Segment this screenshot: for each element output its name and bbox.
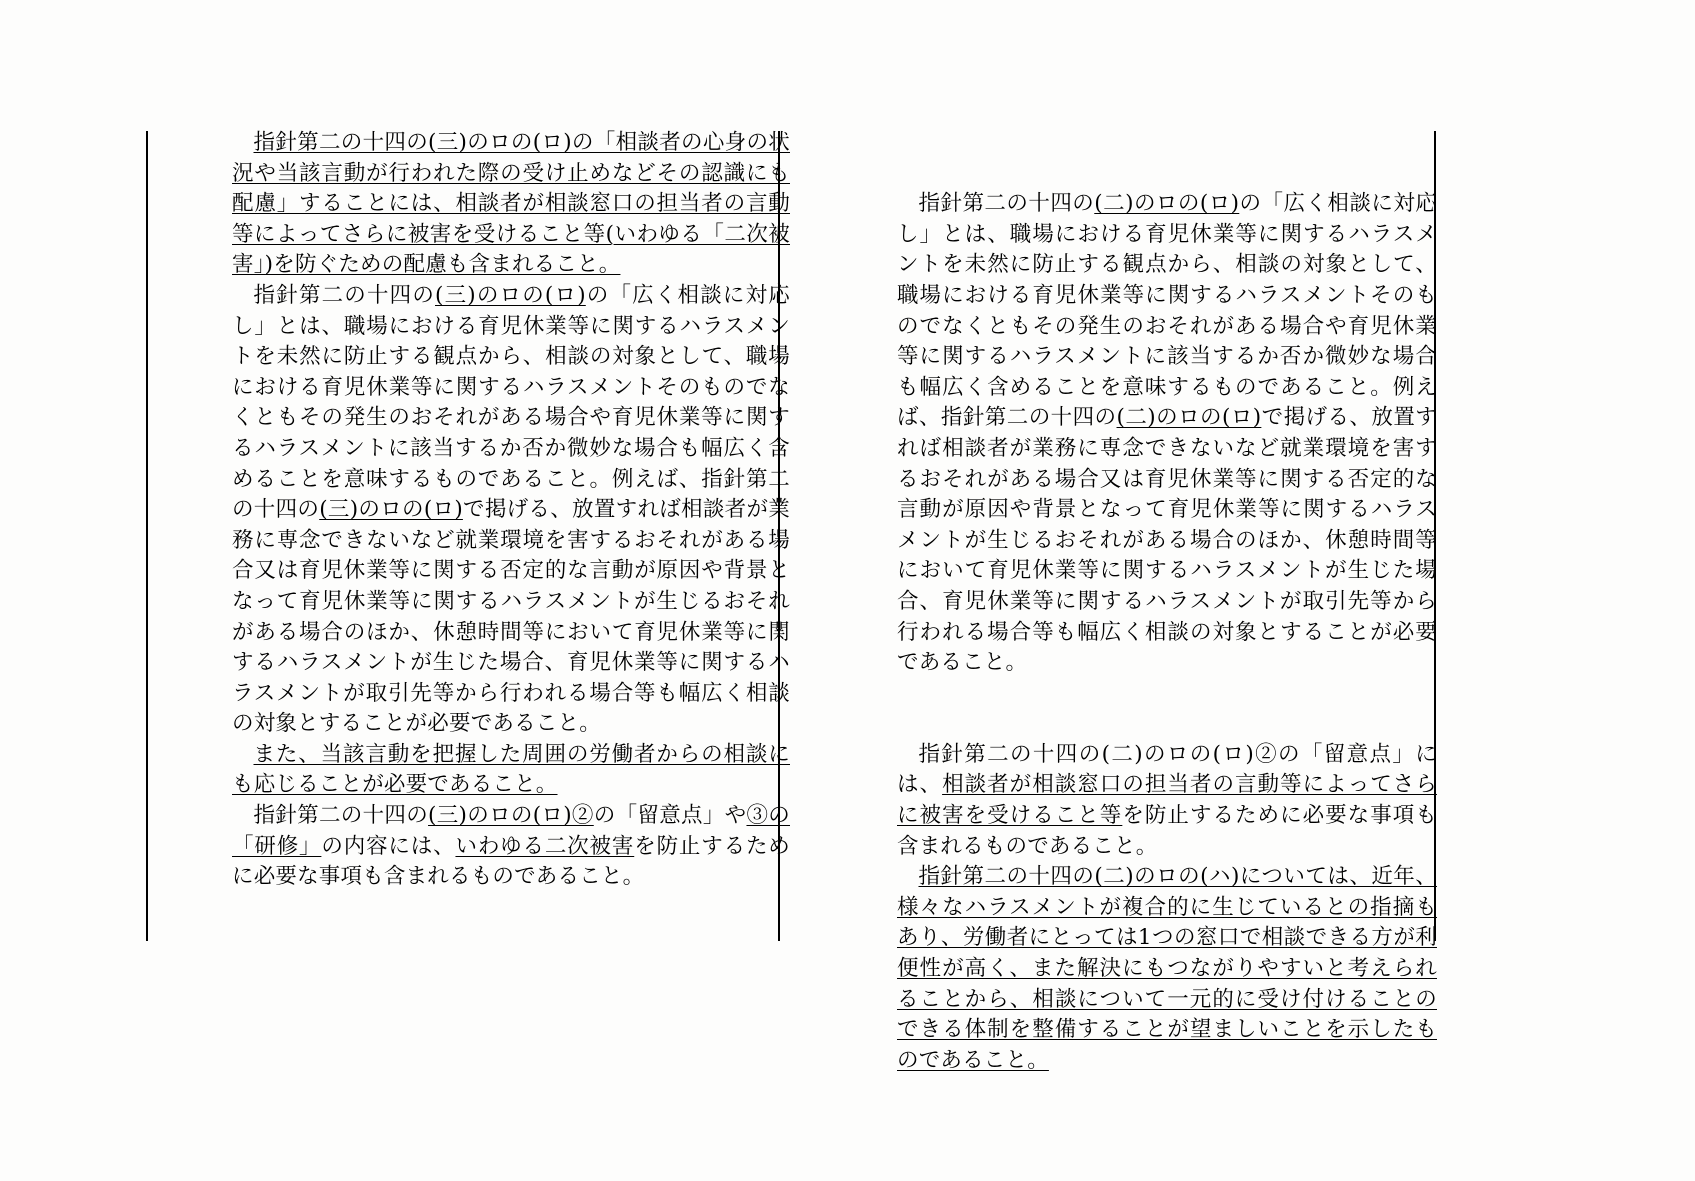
paragraph: [232, 128, 790, 281]
plain-text: 指針第二の十四の(二)のロの(ロ)②の「留意点」には、: [897, 741, 1437, 798]
plain-text: を防止するために必要な事項も含まれるものであること。: [232, 833, 791, 890]
underlined-text: ③の「研修」: [232, 803, 790, 859]
paragraph: [232, 801, 790, 893]
underlined-text: (二)のロの(ロ): [1094, 191, 1240, 217]
paragraph: [232, 740, 790, 801]
paragraph: [232, 281, 790, 740]
plain-text: の「広く相談に対応し」とは、職場における育児休業等に関するハラスメントを未然に防止する観点から、相談の対象として、職場における育児休業等に関するハラスメントそのものでなくともその発生のおそれがある場合や育児休業等に関するハラスメントに該当するか否か微妙な場合も幅広く含めることを意味するものであること。例えば、指針第二の十四の: [897, 191, 1438, 431]
paragraph-gap-spacer: [897, 679, 1437, 740]
plain-text: で掲げる、放置すれば相談者が業務に専念できないなど就業環境を害するおそれがある場合又は育児休業等に関する否定的な言動が原因や背景となって育児休業等に関するハラスメントが生じるおそれがある場合のほか、休憩時間等において育児休業等に関するハラスメントが生じた場合、育児休業等に関するハラスメントが取引先等から行われる場合等も幅広く相談の対象とすることが必要であること。: [232, 497, 790, 737]
paragraph: [897, 862, 1437, 1076]
underlined-text: (三)のロの(ロ)②: [428, 803, 594, 829]
left-column: [232, 128, 790, 893]
plain-text: の内容には、: [321, 833, 456, 859]
plain-text: の「広く相談に対応し」とは、職場における育児休業等に関するハラスメントを未然に防止する観点から、相談の対象として、職場における育児休業等に関するハラスメントそのものでなくともその発生のおそれがある場合や育児休業等に関するハラスメントに該当するか否か微妙な場合も幅広く含めることを意味するものであること。例えば、指針第二の十四の: [232, 282, 790, 523]
right-column: [897, 128, 1437, 1076]
plain-text: で掲げる、放置すれば相談者が業務に専念できないなど就業環境を害するおそれがある場合又は育児休業等に関する否定的な言動が原因や背景となって育児休業等に関するハラスメントが生じるおそれがある場合のほか、休憩時間等において育児休業等に関するハラスメントが生じた場合、育児休業等に関するハラスメントが取引先等から行われる場合等も幅広く相談の対象とすることが必要であること。: [897, 405, 1437, 676]
underlined-text: (三)のロの(ロ): [435, 282, 586, 308]
plain-text: 指針第二の十四の: [918, 191, 1095, 217]
underlined-text: また、当該言動を把握した周囲の労働者からの相談にも応じることが必要であること。: [232, 741, 790, 798]
plain-text: 指針第二の十四の: [253, 282, 436, 308]
plain-text: の「留意点」や: [593, 803, 747, 829]
underlined-text: (三)のロの(ロ): [319, 497, 463, 523]
column-rule-left: [146, 131, 148, 941]
underlined-text: 指針第二の十四の(三)のロの(ロ)の「相談者の心身の状況や当該言動が行われた際の受け止めなどその認識にも配慮」することには、相談者が相談窓口の担当者の言動等によってさらに被害を受けること等(いわゆる「二次被害」)を防ぐための配慮も含まれること。: [232, 130, 790, 278]
top-offset-spacer: [897, 128, 1437, 189]
underlined-text: 相談者が相談窓口の担当者の言動等によってさらに被害を受けること等: [897, 772, 1437, 829]
paragraph: [897, 740, 1437, 862]
plain-text: を防止するために必要な事項も含まれるものであること。: [897, 803, 1437, 859]
plain-text: 指針第二の十四の: [253, 803, 429, 829]
paragraph: [897, 189, 1437, 679]
underlined-text: いわゆる二次被害: [455, 833, 635, 859]
underlined-text: (二)のロの(ロ): [1116, 405, 1262, 431]
underlined-text: 指針第二の十四の(二)のロの(ハ)については、近年、様々なハラスメントが複合的に生じているとの指摘もあり、労働者にとっては1つの窓口で相談できる方が利便性が高く、また解決にもつながりやすいと考えられることから、相談について一元的に受け付けることのできる体制を整備することが望ましいことを示したものであること。: [897, 864, 1437, 1073]
left-column-body: [232, 128, 790, 893]
right-column-body: [897, 128, 1437, 1076]
